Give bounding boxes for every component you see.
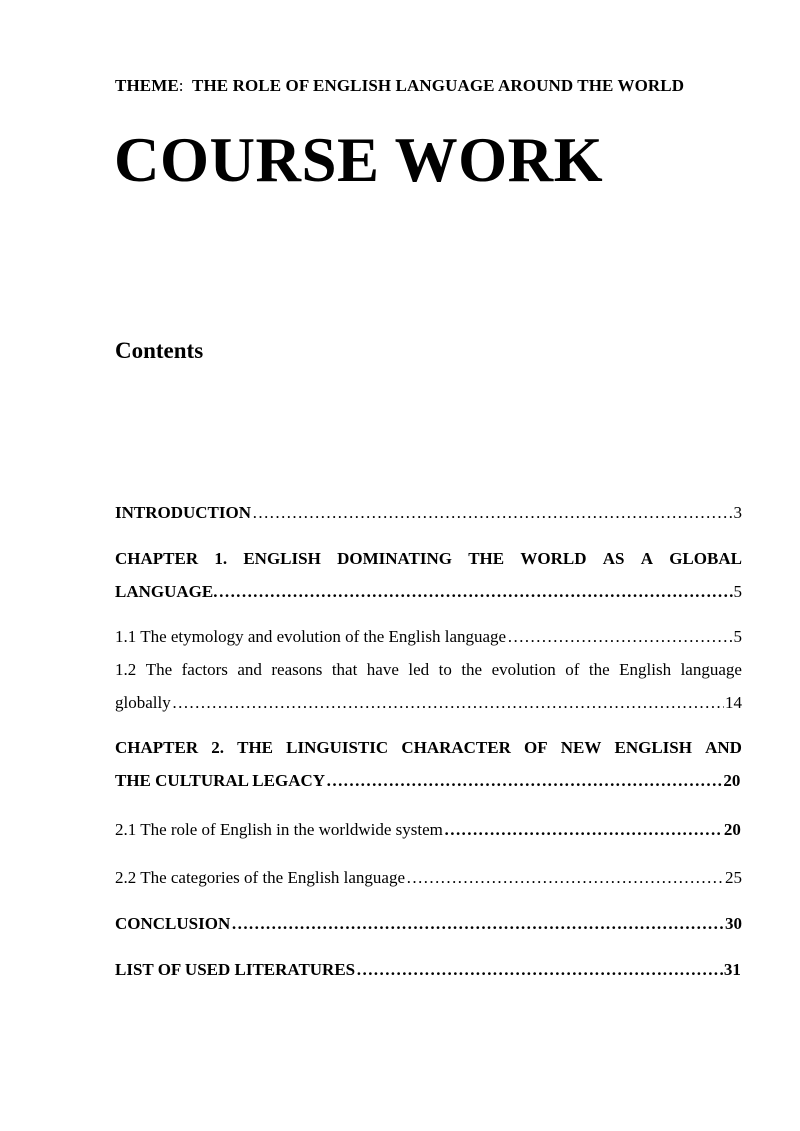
- toc-word: ENGLISH: [614, 738, 692, 757]
- toc-leader: [231, 907, 724, 940]
- toc-label-line: [115, 542, 742, 575]
- toc-word: LINGUISTIC: [286, 738, 389, 757]
- toc-label: THE CULTURAL LEGACY: [115, 771, 326, 790]
- toc-label: LANGUAGE.: [115, 582, 218, 601]
- toc-word: have: [366, 660, 399, 679]
- toc-word: led: [408, 660, 430, 679]
- toc-leader: [252, 496, 732, 529]
- toc-entry-literature[interactable]: [115, 953, 742, 986]
- toc-entry-introduction[interactable]: [115, 496, 742, 529]
- toc-word: NEW: [560, 738, 602, 757]
- toc-label: 2.2 The categories of the English language: [115, 868, 406, 887]
- toc-entry-section-1-1[interactable]: [115, 620, 742, 653]
- toc-word: The: [145, 660, 173, 679]
- toc-page-number: 14: [725, 693, 742, 712]
- toc-page-number: 31: [723, 960, 741, 979]
- toc-word: and: [237, 660, 262, 679]
- toc-word: GLOBAL: [669, 549, 742, 568]
- toc-word: of: [565, 660, 580, 679]
- toc-page-number: 3: [733, 503, 742, 522]
- toc-leader: [444, 813, 723, 846]
- toc-word: 1.: [214, 549, 228, 568]
- toc-page-number: 25: [725, 868, 742, 887]
- toc-label-line: [115, 653, 742, 686]
- toc-entry-section-1-2[interactable]: [115, 653, 742, 719]
- toc-word: English: [619, 660, 672, 679]
- theme-separator: :: [178, 76, 184, 95]
- toc-label: LIST OF USED LITERATURES: [115, 960, 356, 979]
- toc-word: factors: [181, 660, 228, 679]
- toc-label: CONCLUSION: [115, 914, 231, 933]
- toc-entry-conclusion[interactable]: [115, 907, 742, 940]
- toc-word: the: [461, 660, 483, 679]
- toc-leader: [356, 953, 723, 986]
- toc-word: reasons: [271, 660, 323, 679]
- toc-entry-chapter-1[interactable]: [115, 542, 742, 608]
- toc-page-number: 20: [723, 820, 741, 839]
- toc-word: the: [588, 660, 610, 679]
- course-title: COURSE WORK: [114, 125, 604, 195]
- contents-title: Contents: [115, 338, 204, 363]
- toc-label: 1.1 The etymology and evolution of the English language: [115, 627, 507, 646]
- toc-label-line: [115, 731, 742, 764]
- toc-word: ENGLISH: [243, 549, 321, 568]
- toc-word: CHAPTER: [115, 549, 199, 568]
- theme-text: THE ROLE OF ENGLISH LANGUAGE AROUND THE WORLD: [192, 76, 685, 95]
- toc-word: THE: [237, 738, 274, 757]
- toc-word: OF: [524, 738, 548, 757]
- toc-leader: [326, 764, 722, 797]
- toc-label: globally: [115, 693, 171, 712]
- toc-word: language: [680, 660, 742, 679]
- toc-word: that: [331, 660, 358, 679]
- toc-word: A: [640, 549, 653, 568]
- toc-leader: [406, 861, 724, 894]
- toc-word: WORLD: [520, 549, 587, 568]
- toc-word: AND: [705, 738, 742, 757]
- toc-leader: [507, 620, 732, 653]
- toc-entry-section-2-2[interactable]: [115, 861, 742, 894]
- theme-label: THEME: [115, 76, 179, 95]
- toc-page-number: 30: [725, 914, 742, 933]
- toc-leader: [172, 686, 724, 719]
- toc-word: to: [438, 660, 452, 679]
- toc-page-number: 5: [733, 627, 742, 646]
- toc-word: CHAPTER: [115, 738, 199, 757]
- toc-word: evolution: [491, 660, 556, 679]
- toc-word: AS: [602, 549, 625, 568]
- toc-word: DOMINATING: [337, 549, 452, 568]
- theme-line: [115, 76, 755, 96]
- toc-word: CHARACTER: [401, 738, 511, 757]
- toc-entry-section-2-1[interactable]: [115, 813, 742, 846]
- toc-word: 1.2: [115, 660, 137, 679]
- toc-entry-chapter-2[interactable]: [115, 731, 742, 797]
- toc-word: THE: [468, 549, 505, 568]
- toc-label: INTRODUCTION: [115, 503, 252, 522]
- toc-page-number: 5: [733, 582, 742, 601]
- toc-label: 2.1 The role of English in the worldwide system: [115, 820, 443, 839]
- toc-word: 2.: [211, 738, 224, 757]
- toc-leader: [218, 575, 732, 608]
- toc-page-number: 20: [723, 771, 741, 790]
